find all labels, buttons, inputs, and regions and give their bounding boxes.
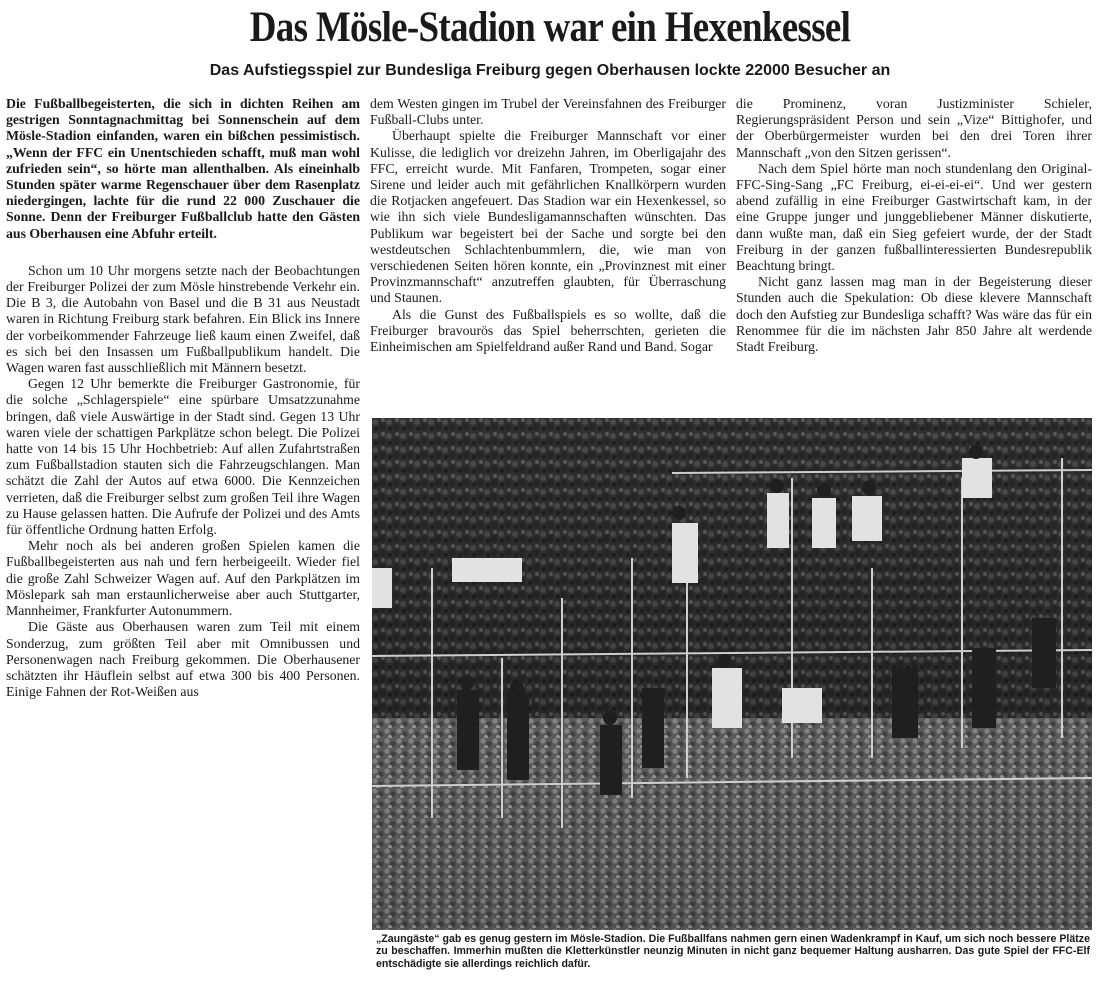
article-paragraph: Nach dem Spiel hörte man noch stundenlang den Original-FFC-Sing-Sang „FC Freiburg, ei-ei-ei-ei“. Und wer gestern abend zufällig in eine Freiburger Gastwirtschaft kam, in der eine Gruppe junger und junggebliebener Männer diskutierte, dann wußte man, daß ein Sieg gefeiert wurde, der der Stadt Freiburg in der ganzen fußballinteressierten Bundesrepublik Beachtung bringt. [736, 160, 1092, 274]
article-paragraph: dem Westen gingen im Trubel der Vereinsfahnen des Freiburger Fußball-Clubs unter. [370, 96, 726, 128]
article-column-3 [736, 96, 1092, 355]
article-paragraph: Die Gäste aus Oberhausen waren zum Teil mit einem Sonderzug, zum größten Teil aber mit Omnibussen und Personenwagen nach Freiburg gekommen. Die Oberhausener schätzten ihr Häuflein selbst auf etwa 300 bis 400 Personen. Einige Fahnen der Rot-Weißen aus [6, 619, 360, 700]
headline: Das Mösle-Stadion war ein Hexenkessel [249, 4, 851, 51]
article-paragraph: Überhaupt spielte die Freiburger Mannschaft vor einer Kulisse, die lediglich vor dreizehn Jahren, im Oberligajahr des FFC, erreicht wurde. Mit Fanfaren, Trompeten, sogar einer Sirene und leider auch mit gefährlichen Knallkörpern wurden die Rotjacken angefeuert. Das Stadion war ein Hexenkessel, so wie ihn sich viele Bundesligamannschaften wünschten. Das Publikum war begeistert bei der Sache und sorgte bei den westdeutschen Schlachtenbummlern, die, wie man von verschiedenen Seiten hören konnte, ein „Provinznest mit einer Provinzmannschaft“ anzutreffen glaubten, für Überraschung und Staunen. [370, 128, 726, 306]
article-column-1 [6, 96, 360, 700]
photo-caption: „Zaungäste“ gab es genug gestern im Mösle-Stadion. Die Fußballfans nahmen gern einen Wadenkrampf in Kauf, um sich noch bessere Plätze zu beschaffen. Immerhin mußten die Kletterkünstler neunzig Minuten in nicht ganz bequemer Haltung ausharren. Das gute Spiel der FFC-Elf entschädigte sie allerdings reichlich dafür. [376, 933, 1090, 970]
article-paragraph: Als die Gunst des Fußballspiels es so wollte, daß die Freiburger bravourös das Spiel beherrschten, gerieten die Einheimischen am Spielfeldrand außer Rand und Band. Sogar [370, 306, 726, 355]
article-column-2 [370, 96, 726, 355]
article-paragraph: Mehr noch als bei anderen großen Spielen kamen die Fußballbegeisterten aus nah und fern herbeigeeilt. Wieder fiel die große Zahl Schweizer Wagen auf. Auf den Parkplätzen im Möslepark sah man erstaunlicherweise aber auch Stuttgarter, Mannheimer, Frankfurter Autonummern. [6, 538, 360, 619]
lead-paragraph: Die Fußballbegeisterten, die sich in dichten Reihen am gestrigen Sonntagnachmittag bei Sonnenschein auf dem Mösle-Stadion einfanden, waren ein bißchen pessimistisch. „Wenn der FFC ein Unentschieden schafft, muß man wohl zufrieden sein“, so hörte man allenthalben. Als eineinhalb Stunden später warme Regenschauer über dem Rasenplatz niedergingen, lachte für die rund 22 000 Zuschauer die Sonne. Denn der Freiburger Fußballclub hatte den Gästen aus Oberhausen eine Abfuhr erteilt. [6, 96, 360, 241]
article-paragraph: die Prominenz, voran Justizminister Schieler, Regierungspräsident Person und sein „Vize“ Bittighofer, und der Oberbürgermeister wurden bei den drei Toren ihrer Mannschaft „von den Sitzen gerissen“. [736, 96, 1092, 160]
stadium-fence-photo [372, 418, 1092, 930]
article-paragraph: Schon um 10 Uhr morgens setzte nach der Beobachtungen der Freiburger Polizei der zum Mösle hinstrebende Verkehr ein. Die B 3, die Autobahn von Basel und die B 31 aus Neustadt waren in Richtung Freiburg stark befahren. Ein Blick ins Innere der vorbeikommender Fahrzeuge ließ kaum einen Zweifel, daß es sich bei den Insassen um Fußballpublikum handelt. Die Wagen waren fast ausschließlich mit Männern besetzt. [6, 262, 360, 376]
subheadline: Das Aufstiegsspiel zur Bundesliga Freiburg gegen Oberhausen lockte 22000 Besucher an [209, 62, 891, 79]
article-paragraph: Gegen 12 Uhr bemerkte die Freiburger Gastronomie, für die solche „Schlagerspiele“ eine spürbare Umsatzzunahme bringen, daß viele Auswärtige in der Stadt sind. Gegen 13 Uhr waren viele der schattigen Parkplätze schon belegt. Die Polizei hatte von 14 bis 15 Uhr Hochbetrieb: Auf allen Zufahrtstraßen zum Fußballstadion stauten sich die Fahrzeugschlangen. Man schätzt die Zahl der Autos auf etwa 6000. Die Kennzeichen verrieten, daß die Freiburger selbst zum großen Teil ihre Wagen zu Hause gelassen hatten. Die Aufrufe der Polizei und des Amts für öffentliche Ordnung hatten Erfolg. [6, 376, 360, 538]
article-paragraph: Nicht ganz lassen mag man in der Begeisterung dieser Stunden auch die Spekulation: Ob diese klevere Mannschaft doch den Aufstieg zur Bundesliga schafft? Was wäre das für ein Renommee für die im nächsten Jahr 850 Jahre alt werdende Stadt Freiburg. [736, 274, 1092, 355]
photo-illustration [372, 418, 1092, 930]
